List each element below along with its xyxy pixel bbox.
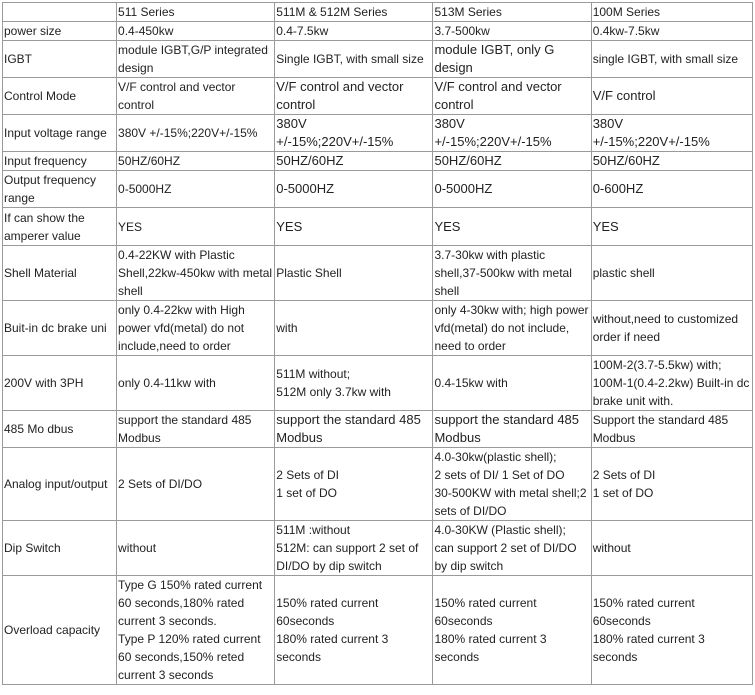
table-cell: V/F control and vector control xyxy=(275,78,433,115)
table-cell: 0-5000HZ xyxy=(275,171,433,208)
table-cell: 50HZ/60HZ xyxy=(275,152,433,171)
header-cell-blank xyxy=(3,3,117,22)
table-cell: 0-5000HZ xyxy=(117,171,275,208)
table-cell: V/F control and vector control xyxy=(117,78,275,115)
table-cell: 511M without; 512M only 3.7kw with xyxy=(275,356,433,411)
table-row xyxy=(3,208,753,246)
table-cell: plastic shell xyxy=(591,246,752,301)
table-cell: 0.4-7.5kw xyxy=(275,22,433,41)
table-cell: YES xyxy=(117,208,275,246)
row-label: IGBT xyxy=(3,41,117,78)
table-row xyxy=(3,356,753,411)
table-row xyxy=(3,411,753,448)
table-cell: without xyxy=(591,521,752,576)
table-row xyxy=(3,115,753,152)
row-label: Shell Material xyxy=(3,246,117,301)
table-cell: V/F control xyxy=(591,78,752,115)
row-label: Input voltage range xyxy=(3,115,117,152)
table-cell: 0.4-22KW with Plastic Shell,22kw-450kw with metal shell xyxy=(117,246,275,301)
table-cell: 50HZ/60HZ xyxy=(117,152,275,171)
table-cell: 2 Sets of DI/DO xyxy=(117,448,275,521)
row-label: Overload capacity xyxy=(3,576,117,685)
table-cell: only 4-30kw with; high power vfd(metal) do not include, need to order xyxy=(433,301,591,356)
table-cell: module IGBT, only G design xyxy=(433,41,591,78)
table-cell: 150% rated current 60seconds 180% rated current 3 seconds xyxy=(591,576,752,685)
header-row xyxy=(3,3,753,22)
header-cell-513m: 513M Series xyxy=(433,3,591,22)
table-row xyxy=(3,576,753,685)
table-cell: Plastic Shell xyxy=(275,246,433,301)
row-label: 485 Mo dbus xyxy=(3,411,117,448)
table-cell: 0.4-15kw with xyxy=(433,356,591,411)
table-cell: 0-600HZ xyxy=(591,171,752,208)
table-cell: support the standard 485 Modbus xyxy=(275,411,433,448)
table-cell: 0.4kw-7.5kw xyxy=(591,22,752,41)
table-cell: YES xyxy=(275,208,433,246)
table-row xyxy=(3,246,753,301)
row-label: Output frequency range xyxy=(3,171,117,208)
table-row xyxy=(3,41,753,78)
table-cell: 380V +/-15%;220V+/-15% xyxy=(117,115,275,152)
row-label: 200V with 3PH xyxy=(3,356,117,411)
table-cell: 0.4-450kw xyxy=(117,22,275,41)
table-cell: only 0.4-22kw with High power vfd(metal) do not include,need to order xyxy=(117,301,275,356)
table-cell: 0-5000HZ xyxy=(433,171,591,208)
header-cell-511m-512m: 511M & 512M Series xyxy=(275,3,433,22)
table-cell: 2 Sets of DI 1 set of DO xyxy=(591,448,752,521)
table-cell: 3.7-30kw with plastic shell,37-500kw with metal shell xyxy=(433,246,591,301)
row-label: Analog input/output xyxy=(3,448,117,521)
header-cell-100m: 100M Series xyxy=(591,3,752,22)
table-cell: 3.7-500kw xyxy=(433,22,591,41)
table-cell: Single IGBT, with small size xyxy=(275,41,433,78)
table-cell: YES xyxy=(591,208,752,246)
table-cell: with xyxy=(275,301,433,356)
table-cell: 380V +/-15%;220V+/-15% xyxy=(275,115,433,152)
table-row xyxy=(3,448,753,521)
table-cell: without xyxy=(117,521,275,576)
table-cell: 150% rated current 60seconds 180% rated current 3 seconds xyxy=(433,576,591,685)
table-cell: support the standard 485 Modbus xyxy=(433,411,591,448)
series-comparison-table xyxy=(2,2,753,685)
row-label: power size xyxy=(3,22,117,41)
table-cell: 511M :without 512M: can support 2 set of DI/DO by dip switch xyxy=(275,521,433,576)
table-cell: 100M-2(3.7-5.5kw) with; 100M-1(0.4-2.2kw) Built-in dc brake unit with. xyxy=(591,356,752,411)
table-cell: 2 Sets of DI 1 set of DO xyxy=(275,448,433,521)
table-row xyxy=(3,521,753,576)
table-cell: V/F control and vector control xyxy=(433,78,591,115)
table-cell: 4.0-30kw(plastic shell); 2 sets of DI/ 1 Set of DO 30-500KW with metal shell;2 sets of DI/DO xyxy=(433,448,591,521)
table-cell: support the standard 485 Modbus xyxy=(117,411,275,448)
row-label: Dip Switch xyxy=(3,521,117,576)
table-cell: 150% rated current 60seconds 180% rated current 3 seconds xyxy=(275,576,433,685)
row-label: If can show the amperer value xyxy=(3,208,117,246)
table-cell: 380V +/-15%;220V+/-15% xyxy=(433,115,591,152)
table-cell: Support the standard 485 Modbus xyxy=(591,411,752,448)
header-cell-511: 511 Series xyxy=(117,3,275,22)
table-cell: without,need to customized order if need xyxy=(591,301,752,356)
table-cell: 4.0-30KW (Plastic shell); can support 2 set of DI/DO by dip switch xyxy=(433,521,591,576)
row-label: Buit-in dc brake uni xyxy=(3,301,117,356)
table-cell: 380V +/-15%;220V+/-15% xyxy=(591,115,752,152)
table-cell: 50HZ/60HZ xyxy=(591,152,752,171)
table-cell: module IGBT,G/P integrated design xyxy=(117,41,275,78)
table-cell: Type G 150% rated current 60 seconds,180% rated current 3 seconds. Type P 120% rated current 60 seconds,150% reted current 3 seconds xyxy=(117,576,275,685)
table-cell: 50HZ/60HZ xyxy=(433,152,591,171)
table-row xyxy=(3,301,753,356)
table-row xyxy=(3,22,753,41)
table-cell: only 0.4-11kw with xyxy=(117,356,275,411)
table-row xyxy=(3,152,753,171)
table-cell: YES xyxy=(433,208,591,246)
table-row xyxy=(3,78,753,115)
table-cell: single IGBT, with small size xyxy=(591,41,752,78)
row-label: Control Mode xyxy=(3,78,117,115)
row-label: Input frequency xyxy=(3,152,117,171)
table-row xyxy=(3,171,753,208)
